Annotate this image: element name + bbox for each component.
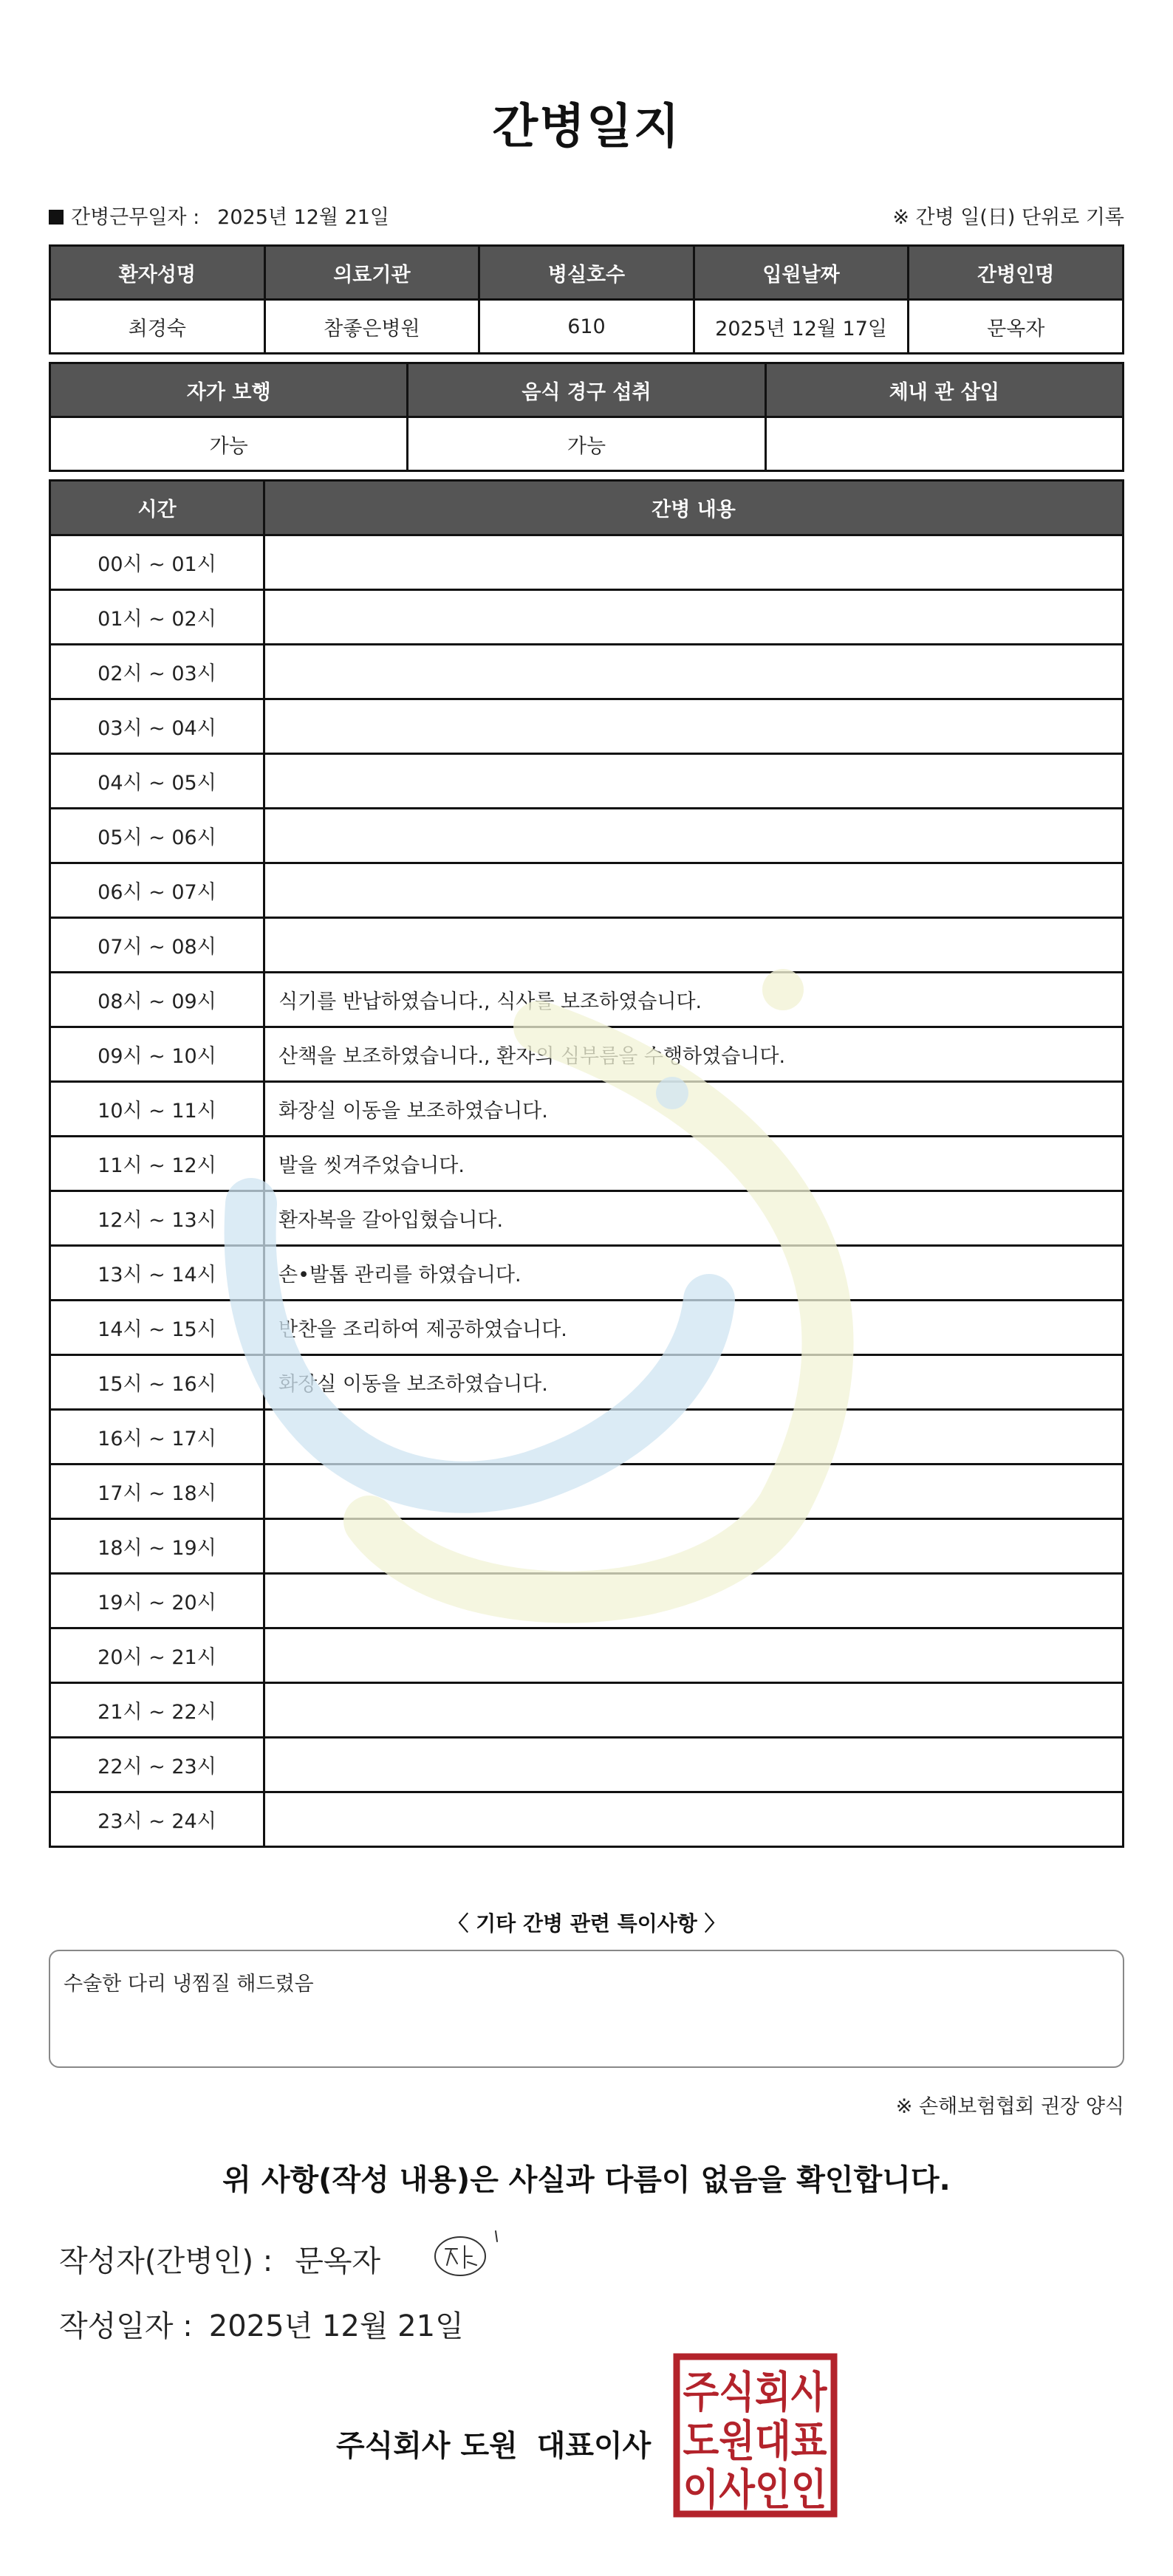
care-log-content xyxy=(264,645,1124,699)
care-log-row xyxy=(50,1191,1124,1246)
care-log-row xyxy=(50,1519,1124,1574)
care-log-content: 산책을 보조하였습니다., 환자의 심부름을 수행하였습니다. xyxy=(264,1027,1124,1082)
institution-name: 참좋은병원 xyxy=(264,300,479,354)
care-log-row xyxy=(50,1301,1124,1355)
company-seal-stamp xyxy=(672,2352,838,2518)
care-log-time: 18시 ~ 19시 xyxy=(50,1519,264,1574)
care-log-row xyxy=(50,1246,1124,1301)
care-log-row xyxy=(50,1137,1124,1191)
care-log-content xyxy=(264,590,1124,645)
company-rep-title: 대표이사 xyxy=(536,2429,652,2463)
care-log-time: 09시 ~ 10시 xyxy=(50,1027,264,1082)
care-log-row xyxy=(50,863,1124,918)
care-log-content xyxy=(264,754,1124,809)
written-date-label: 작성일자 : xyxy=(59,2309,193,2343)
care-log-content xyxy=(264,1792,1124,1847)
care-log-row xyxy=(50,1465,1124,1519)
care-log-header-row xyxy=(50,481,1124,535)
header-institution: 의료기관 xyxy=(264,246,479,300)
care-log-time: 21시 ~ 22시 xyxy=(50,1683,264,1738)
company-name: 주식회사 도원 xyxy=(336,2429,518,2463)
care-log-row xyxy=(50,1410,1124,1465)
care-log-row xyxy=(50,918,1124,973)
care-log-row xyxy=(50,973,1124,1027)
care-log-time: 19시 ~ 20시 xyxy=(50,1574,264,1628)
care-log-row xyxy=(50,590,1124,645)
writer-name: 문옥자 xyxy=(295,2244,381,2278)
handwritten-signature xyxy=(432,2227,506,2278)
care-log-content xyxy=(264,1683,1124,1738)
care-log-time: 22시 ~ 23시 xyxy=(50,1738,264,1792)
care-log-row xyxy=(50,809,1124,863)
patient-status-value-row xyxy=(50,417,1124,471)
room-number: 610 xyxy=(479,300,694,354)
patient-name: 최경숙 xyxy=(50,300,265,354)
care-log-time: 05시 ~ 06시 xyxy=(50,809,264,863)
header-oral-intake: 음식 경구 섭취 xyxy=(408,363,765,417)
care-log-row xyxy=(50,1792,1124,1847)
patient-info-header-row xyxy=(50,246,1124,300)
care-log-content: 손•발톱 관리를 하였습니다. xyxy=(264,1246,1124,1301)
care-log-row xyxy=(50,535,1124,590)
care-log-row xyxy=(50,1027,1124,1082)
special-notes-box xyxy=(49,1950,1124,2068)
patient-info-table xyxy=(49,244,1124,354)
care-log-content xyxy=(264,1738,1124,1792)
page-title: 간병일지 xyxy=(492,100,681,154)
care-log-time: 16시 ~ 17시 xyxy=(50,1410,264,1465)
patient-status-table xyxy=(49,362,1124,472)
header-time: 시간 xyxy=(50,481,264,535)
admission-date: 2025년 12월 17일 xyxy=(694,300,909,354)
care-log-row xyxy=(50,699,1124,754)
care-log-row xyxy=(50,754,1124,809)
care-log-content xyxy=(264,809,1124,863)
special-notes-title: 〈 기타 간병 관련 특이사항 〉 xyxy=(448,1911,725,1936)
care-log-time: 20시 ~ 21시 xyxy=(50,1628,264,1683)
header-patient-name: 환자성명 xyxy=(50,246,265,300)
header-room: 병실호수 xyxy=(479,246,694,300)
care-log-time: 08시 ~ 09시 xyxy=(50,973,264,1027)
company-line xyxy=(336,2422,651,2464)
care-log-body xyxy=(50,535,1124,1847)
svg-text:주식회사: 주식회사 xyxy=(683,2367,828,2417)
header-caregiver: 간병인명 xyxy=(909,246,1124,300)
form-recommendation-note: ※ 손해보험협회 권장 양식 xyxy=(895,2095,1124,2118)
care-log-row xyxy=(50,1082,1124,1137)
care-log-content: 화장실 이동을 보조하였습니다. xyxy=(264,1355,1124,1410)
tube-insertion-value xyxy=(765,417,1123,471)
patient-status-header-row xyxy=(50,363,1124,417)
care-log-time: 14시 ~ 15시 xyxy=(50,1301,264,1355)
care-log-content xyxy=(264,863,1124,918)
care-log-time: 00시 ~ 01시 xyxy=(50,535,264,590)
work-date-line xyxy=(49,201,389,230)
care-log-content xyxy=(264,1628,1124,1683)
care-log-row xyxy=(50,1683,1124,1738)
square-bullet-icon xyxy=(49,210,64,225)
care-log-time: 15시 ~ 16시 xyxy=(50,1355,264,1410)
care-log-content xyxy=(264,918,1124,973)
care-log-time: 11시 ~ 12시 xyxy=(50,1137,264,1191)
care-log-content xyxy=(264,1465,1124,1519)
care-log-row xyxy=(50,1628,1124,1683)
writer-label: 작성자(간병인) : xyxy=(59,2244,273,2278)
svg-text:이사인인: 이사인인 xyxy=(683,2464,827,2515)
work-date-value: 2025년 12월 21일 xyxy=(217,206,390,229)
writer-line xyxy=(59,2238,380,2280)
caregiver-name: 문옥자 xyxy=(909,300,1124,354)
care-log-content: 반찬을 조리하여 제공하였습니다. xyxy=(264,1301,1124,1355)
work-date-label: 간병근무일자 : xyxy=(71,206,200,229)
care-log-row xyxy=(50,1355,1124,1410)
special-notes-text: 수술한 다리 냉찜질 해드렸음 xyxy=(64,1973,314,1996)
care-log-content xyxy=(264,1574,1124,1628)
care-log-time: 12시 ~ 13시 xyxy=(50,1191,264,1246)
svg-text:도원대표: 도원대표 xyxy=(683,2416,827,2466)
care-log-time: 04시 ~ 05시 xyxy=(50,754,264,809)
written-date-line xyxy=(59,2303,464,2345)
care-log-time: 03시 ~ 04시 xyxy=(50,699,264,754)
patient-info-value-row xyxy=(50,300,1124,354)
care-log-time: 10시 ~ 11시 xyxy=(50,1082,264,1137)
oral-intake-value: 가능 xyxy=(408,417,765,471)
header-admission-date: 입원날짜 xyxy=(694,246,909,300)
care-log-time: 02시 ~ 03시 xyxy=(50,645,264,699)
care-log-time: 01시 ~ 02시 xyxy=(50,590,264,645)
care-log-content: 환자복을 갈아입혔습니다. xyxy=(264,1191,1124,1246)
care-log-row xyxy=(50,1574,1124,1628)
care-log-content xyxy=(264,1519,1124,1574)
care-log-row xyxy=(50,645,1124,699)
header-walking: 자가 보행 xyxy=(50,363,408,417)
confirmation-statement: 위 사항(작성 내용)은 사실과 다름이 없음을 확인합니다. xyxy=(222,2163,951,2197)
care-log-time: 06시 ~ 07시 xyxy=(50,863,264,918)
written-date-value: 2025년 12월 21일 xyxy=(208,2309,464,2343)
header-tube-insertion: 체내 관 삽입 xyxy=(765,363,1123,417)
care-log-content xyxy=(264,535,1124,590)
care-log-content: 식기를 반납하였습니다., 식사를 보조하였습니다. xyxy=(264,973,1124,1027)
care-log-time: 13시 ~ 14시 xyxy=(50,1246,264,1301)
unit-note: ※ 간병 일(日) 단위로 기록 xyxy=(892,206,1124,229)
care-log-content xyxy=(264,699,1124,754)
care-log-row xyxy=(50,1738,1124,1792)
care-log-time: 07시 ~ 08시 xyxy=(50,918,264,973)
care-log-content: 발을 씻겨주었습니다. xyxy=(264,1137,1124,1191)
care-log-content xyxy=(264,1410,1124,1465)
care-log-content: 화장실 이동을 보조하였습니다. xyxy=(264,1082,1124,1137)
walking-value: 가능 xyxy=(50,417,408,471)
care-log-time: 17시 ~ 18시 xyxy=(50,1465,264,1519)
care-log-table xyxy=(49,479,1124,1848)
header-care-content: 간병 내용 xyxy=(264,481,1124,535)
care-log-time: 23시 ~ 24시 xyxy=(50,1792,264,1847)
